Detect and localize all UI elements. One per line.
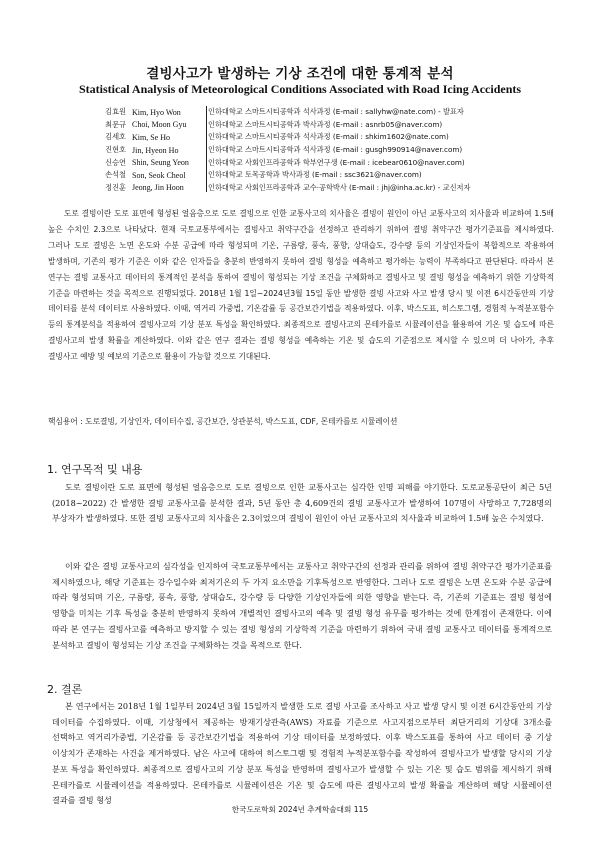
abstract [48, 206, 554, 365]
author-name-korean: 김세호 [105, 132, 126, 142]
keywords: 핵심용어 : 도로결빙, 기상인자, 데이터수집, 공간보간, 상관분석, 박스도표, CDF, 몬테카를로 시뮬레이션 [48, 417, 398, 426]
section-heading-conclusion: 2. 결론 [47, 683, 83, 696]
author-name-english: Choi, Moon Gyu [132, 120, 187, 130]
author-row [96, 182, 506, 195]
paper-title-english: Statistical Analysis of Meteorological Conditions Associated with Road Icing Accidents [78, 82, 522, 96]
author-name-korean: 최문규 [105, 119, 126, 129]
author-affiliation: 인하대학교 사회인프라공학과 교수·공학박사 (E-mail : jhj@inha.ac.kr) - 교신저자 [208, 182, 471, 192]
author-name-english: Son, Seok Cheol [132, 170, 186, 180]
author-list [96, 106, 506, 194]
section-heading-purpose: 1. 연구목적 및 내용 [47, 463, 143, 476]
author-affiliation: 인하대학교 스마트시티공학과 석사과정 (E-mail : shkim1602@nate.com) [208, 132, 449, 142]
author-name-korean: 김효원 [105, 107, 126, 117]
author-affiliation: 인하대학교 사회인프라공학과 학부연구생 (E-mail : icebear0610@naver.com) [208, 157, 465, 167]
author-row [96, 119, 506, 132]
paper-title-korean: 결빙사고가 발생하는 기상 조건에 대한 통계적 분석 [146, 66, 454, 82]
body-paragraph: 본 연구에서는 2018년 1월 1일부터 2024년 3월 15일까지 발생한 도로 결빙 사고를 조사하고 사고 발생 당시 및 이전 6시간동안의 기상 데이터를 수집하였다. 이때, 기상청에서 제공하는 방재기상관측(AWS) 자료를 기준으로 사고지점으로부터 최단거리의 기상대 3개소를 선택하고 역거리가중법, 기온감률 등 공간보간기법을 적용하여 기상 데이터를 보정하였다. 이후 박스도표를 통하여 사고 데이터 중 기상 이상치가 존재하는 사건을 제거하였다. 남은 사고에 대하여 히스토그램 및 경험적 누적분포함수를 작성하여 결빙사고가 발생할 당시의 기상 분포 특성을 확인하였다. 최종적으로 결빙사고의 기상 분포 특성을 반영하며 결빙사고가 발생할 수 있는 기온 및 습도 범위를 제시하기 위해 몬테카를로 시뮬레이션을 적용하였다. 몬테카를로 시뮬레이션은 기온 및 습도에 따른 결빙사고의 발생 확률을 계산하며 해당 시뮬레이션 결과를 결빙 형성 [52, 701, 552, 806]
author-name-english: Jin, Hyeon Ho [132, 145, 179, 155]
author-name-korean: 정진훈 [105, 182, 126, 192]
page-footer: 한국도로학회 2024년 추계학술대회 115 [231, 805, 369, 814]
author-row [96, 106, 506, 119]
author-name-korean: 손석철 [105, 170, 126, 180]
author-name-korean: 신승연 [105, 157, 126, 167]
author-name-english: Kim, Hyo Won [132, 107, 181, 117]
author-name-korean: 진현호 [105, 145, 126, 155]
author-name-english: Kim, Se Ho [132, 132, 170, 142]
abstract-text: 도로 결빙이란 도로 표면에 형성된 얼음층으로 도로 결빙으로 인한 교통사고의 치사율은 결빙이 원인이 아닌 교통사고의 치사율과 비교하여 1.5배 높은 수치인 2.3으로 나타났다. 현재 국토교통부에서는 결빙사고 취약구간을 선정하고 관리하기 위하여 결빙 취약구간 평가기준표를 제시하였다. 그러나 도로 결빙은 노면 온도와 수분 공급에 따라 형성되며 기온, 구름량, 풍속, 풍향, 상대습도, 강수량 등의 기상인자들이 복합적으로 작용하여 발생하며, 기존의 평가 기준은 이와 같은 인자들을 충분히 반영하지 못하여 결빙 형성을 예측하고 평가하는 능력이 부족하다고 판단된다. 따라서 본 연구는 결빙 교통사고 데이터의 통계적인 분석을 통하여 결빙이 형성되는 기상 조건을 구체화하고 결빙사고 및 결빙 형성을 예측하기 위한 기상학적 기준을 마련하는 것을 목적으로 진행되었다. 2018년 1월 1일~2024년3월 15일 동안 발생한 결빙 사고와 사고 발생 당시 및 이전 6시간동안의 기상 데이터를 분석 데이터로 사용하였다. 이때, 역거리 가중법, 기온감률 등 공간보간기법을 적용하였다. 이후, 박스도표, 히스토그램, 경험적 누적분포함수 등의 통계분석을 적용하여 결빙사고의 기상 분포 특성을 확인하였다. 최종적으로 결빙사고의 몬테카를로 시뮬레이션을 활용하여 기온 및 습도에 따른 결빙사고의 발생 확률을 계산하였다. 이와 같은 연구 결과는 결빙 형성을 예측하는 기온 및 습도의 기준점으로 제시할 수 있으며 더 나아가, 추후 결빙사고 예방 및 예보의 기준으로 활용이 가능할 것으로 기대된다. [48, 209, 554, 362]
body-paragraph: 이와 같은 결빙 교통사고의 심각성을 인지하여 국토교통부에서는 교통사고 취약구간의 선정과 관리를 위하여 결빙 취약구간 평가기준표를 제시하였으나, 해당 기준표는 강수일수와 최저기온의 두 가지 요소만을 기후특성으로 반영한다. 그러나 도로 결빙은 노면 온도와 수분 공급에 따라 형성되며 기온, 구름량, 풍속, 풍향, 상대습도, 강수량 등 다양한 기상인자들에 의한 영향을 받는다. 즉, 기존의 기준표는 결빙 형성에 영향을 미치는 기후 특성을 충분히 반영하지 못하여 개별적인 결빙사고의 예측 및 결빙 형성 유무를 평가하는 것에 한계점이 존재한다. 이에 따라 본 연구는 결빙사고를 예측하고 방지할 수 있는 결빙 형성의 기상학적 기준을 마련하기 위하여 국내 결빙 교통사고 데이터를 통계적으로 분석하고 결빙이 형성되는 기상 조건을 구체화하는 것을 목적으로 한다. [52, 561, 552, 650]
author-name-english: Shin, Seung Yeon [132, 158, 189, 168]
author-name-english: Jeong, Jin Hoon [132, 183, 184, 193]
body-paragraph: 도로 결빙이란 도로 표면에 형성된 얼음층으로 도로 결빙으로 인한 교통사고는 심각한 인명 피해를 야기한다. 도로교통공단이 최근 5년(2018~2022) 간 발생한 결빙 교통사고를 분석한 결과, 5년 동안 총 4,609건의 결빙 교통사고가 발생하여 107명이 사망하고 7,728명의 부상자가 발생하였다. 또한 결빙 교통사고의 치사율은 2.3이었으며 결빙이 원인이 아닌 교통사고의 치사율과 비교하여 1.5배 높은 수치였다. [52, 482, 552, 524]
author-affiliation: 인하대학교 스마트시티공학과 석사과정 (E-mail : sallyhw@nate.com) - 발표자 [208, 107, 464, 117]
author-divider-line [206, 106, 207, 192]
author-row [96, 156, 506, 169]
author-row [96, 144, 506, 157]
author-row [96, 131, 506, 144]
author-row [96, 169, 506, 182]
author-affiliation: 인하대학교 스마트시티공학과 박사과정 (E-mail : asnrb05@naver.com) [208, 119, 443, 129]
author-affiliation: 인하대학교 토목공학과 박사과정 (E-mail : ssc3621@naver.com) [208, 170, 422, 180]
author-affiliation: 인하대학교 스마트시티공학과 석사과정 (E-mail : gusgh990914@naver.com) [208, 145, 463, 155]
